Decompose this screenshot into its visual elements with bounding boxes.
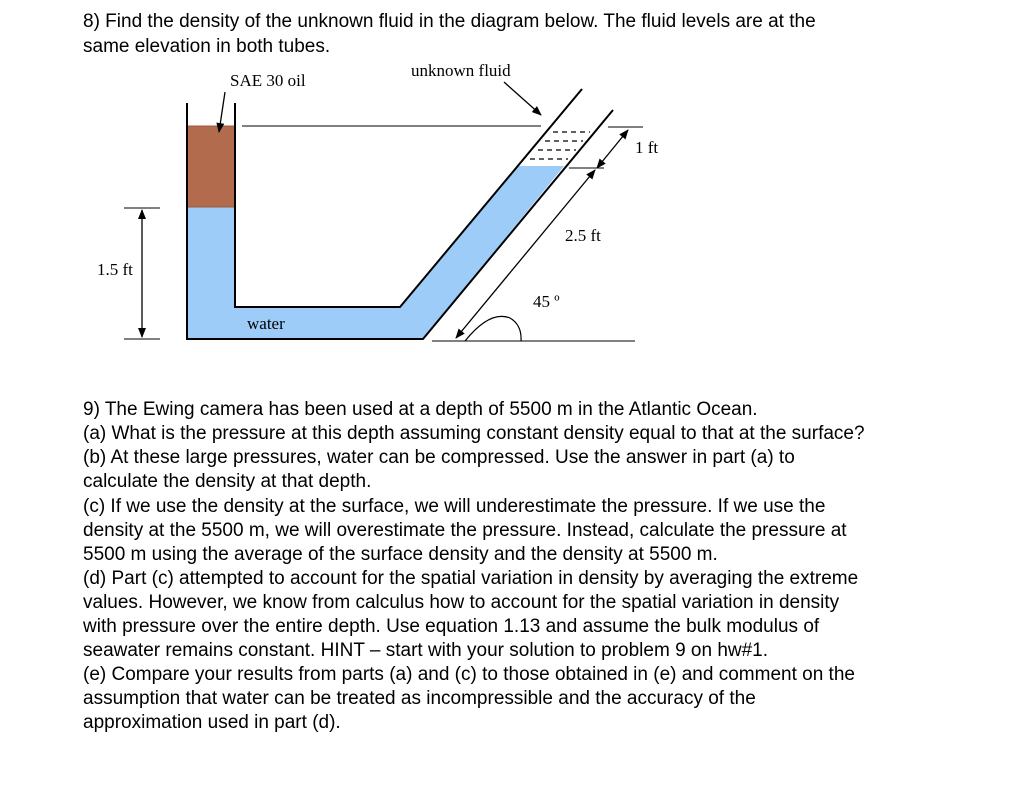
problem-9-line: assumption that water can be treated as incompressible and the accuracy of the [83, 688, 756, 709]
water-fill [187, 166, 564, 339]
problem-9-line: 9) The Ewing camera has been used at a depth of 5500 m in the Atlantic Ocean. [83, 399, 758, 420]
angle-label: 45 º [533, 292, 560, 311]
problem-9-line: calculate the density at that depth. [83, 471, 372, 492]
problem-9-line: approximation used in part (d). [83, 712, 341, 733]
u-tube-diagram [0, 0, 1024, 400]
problem-9-line: (c) If we use the density at the surface, we will underestimate the pressure. If we use the [83, 496, 826, 517]
problem-9-line: density at the 5500 m, we will overestimate the pressure. Instead, calculate the pressure at [83, 520, 847, 541]
problem-9-line: seawater remains constant. HINT – start with your solution to problem 9 on hw#1. [83, 640, 769, 661]
oil-label: SAE 30 oil [230, 71, 306, 90]
problem-8-line: same elevation in both tubes. [83, 36, 331, 57]
oil-fill [187, 126, 235, 207]
dim-slant-label: 2.5 ft [565, 226, 601, 245]
problem-9-line: (b) At these large pressures, water can be compressed. Use the answer in part (a) to [83, 447, 795, 468]
problem-9-line: (e) Compare your results from parts (a) and (c) to those obtained in (e) and comment on the [83, 664, 855, 685]
problem-9-line: 5500 m using the average of the surface density and the density at 5500 m. [83, 544, 718, 565]
angle-arc [465, 316, 521, 341]
problem-9-line: (d) Part (c) attempted to account for the spatial variation in density by averaging the extreme [83, 568, 859, 589]
problem-8-line: 8) Find the density of the unknown fluid in the diagram below. The fluid levels are at the [83, 11, 816, 32]
unknown-fluid-label: unknown fluid [411, 61, 511, 80]
problem-9-line: (a) What is the pressure at this depth assuming constant density equal to that at the surface? [83, 423, 865, 444]
water-label: water [247, 314, 285, 333]
problem-9-line: values. However, we know from calculus how to account for the spatial variation in density [83, 592, 840, 613]
dim-left-label: 1.5 ft [97, 260, 133, 279]
problem-9-line: with pressure over the entire depth. Use equation 1.13 and assume the bulk modulus of [83, 616, 820, 637]
dim-top-label: 1 ft [635, 138, 659, 157]
